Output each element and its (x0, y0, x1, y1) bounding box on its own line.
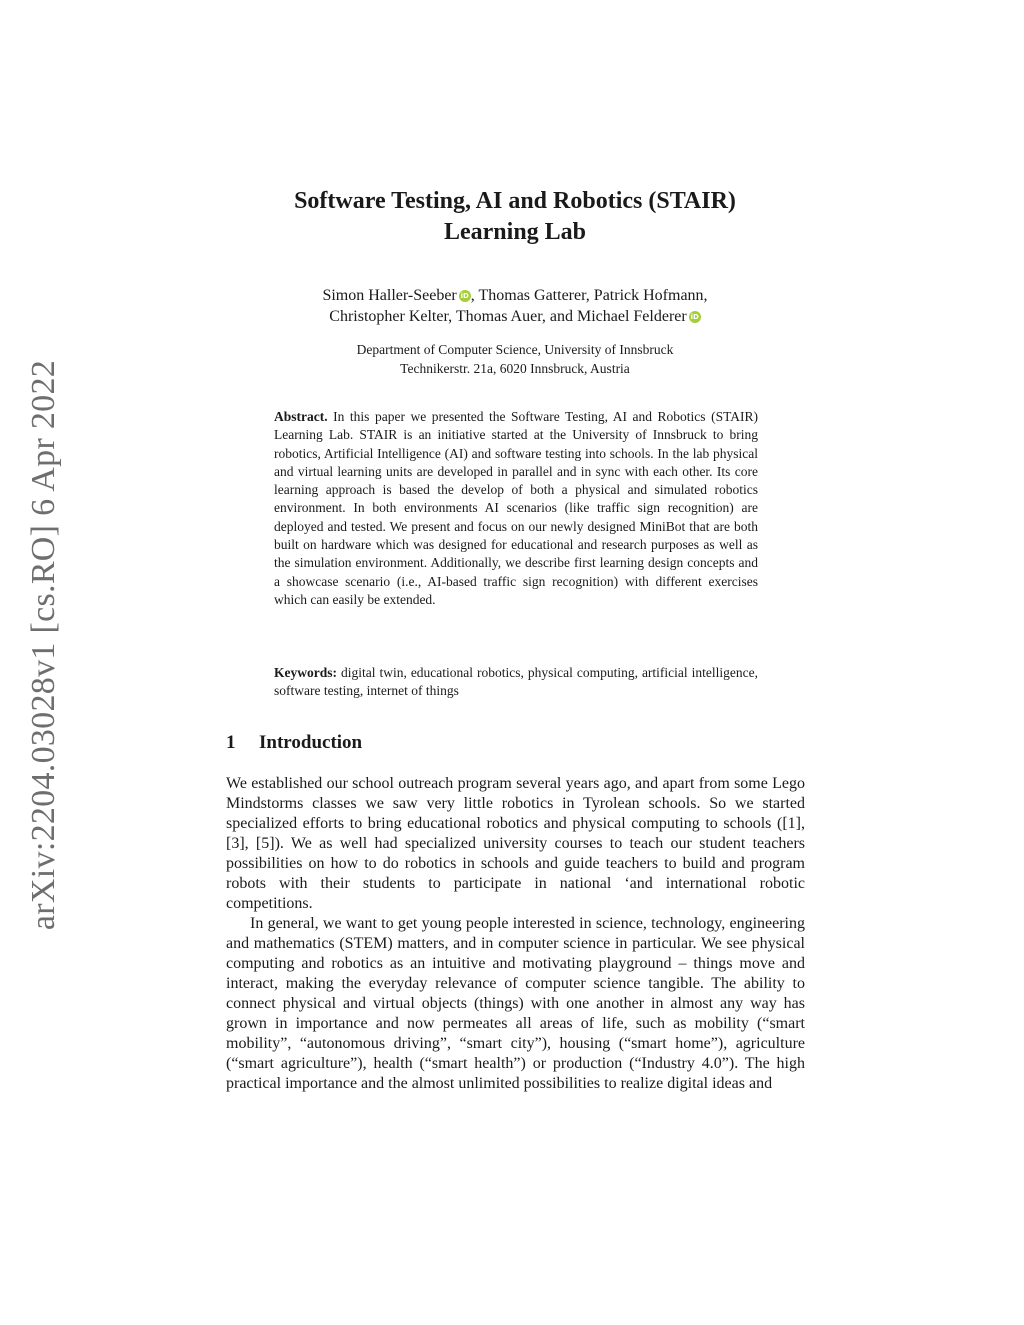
affiliation (200, 341, 830, 378)
body-paragraph: In general, we want to get young people interested in science, technology, engineering and mathematics (STEM) matters, and in computer science in particular. We see physical computing and robotics as an intuitive and motivating playground – things move and interact, making the everyday relevance of computer science tangible. The ability to connect physical and virtual objects (things) with one another in almost any way has grown in importance and now permeates all areas of life, such as mobility (“smart mobility”, “autonomous driving”, “smart city”), housing (“smart home”), agriculture (“smart agriculture”), health (“smart health”) or production (“Industry 4.0”). The high practical importance and the almost unlimited possibilities to realize digital ideas and (226, 915, 805, 1092)
affiliation-line-2: Technikerstr. 21a, 6020 Innsbruck, Austria (400, 360, 630, 376)
orcid-icon[interactable]: iD (460, 292, 469, 300)
author-line-2: Christopher Kelter, Thomas Auer, and Michael Felderer (329, 308, 687, 325)
section-number: 1 (226, 732, 236, 753)
title-line-1: Software Testing, AI and Robotics (STAIR) (294, 188, 736, 214)
keywords-label: Keywords: (274, 665, 337, 680)
abstract (274, 408, 758, 609)
body-paragraph: We established our school outreach program several years ago, and apart from some Lego Mindstorms classes we saw very little robotics in Tyrolean schools. So we started specialized efforts to bring educational robotics and physical computing to schools ([1], [3], [5]). We as well had specialized university courses to teach our student teachers possibilities on how to do robotics in schools and guide teachers to build and program robots with their students to participate in national ‘and international robotic competitions. (226, 775, 805, 912)
arxiv-identifier: arXiv:2204.03028v1 [cs.RO] 6 Apr 2022 (25, 359, 62, 931)
abstract-text: In this paper we presented the Software Testing, AI and Robotics (STAIR) Learning Lab. STAIR is an initiative started at the University of Innsbruck to bring robotics, Artificial Intelligence (AI) and software testing into schools. In the lab physical and virtual learning units are developed in parallel and in sync with each other. Its core learning approach is based the develop of both a physical and simulated robotics environment. In both environments AI scenarios (like traffic sign recognition) are deployed and tested. We present and focus on our newly designed MiniBot that are both built on hardware which was designed for educational and research purposes as well as the simulation environment. Additionally, we describe first learning design concepts and a showcase scenario (i.e., AI-based traffic sign recognition) with different exercises which can easily be extended. (274, 409, 758, 607)
author-list (200, 285, 830, 327)
paper-title (200, 186, 830, 248)
affiliation-line-1: Department of Computer Science, University of Innsbruck (356, 342, 674, 357)
orcid-icon[interactable]: iD (690, 313, 699, 321)
title-line-2: Learning Lab (443, 219, 587, 245)
author-line-1b: , Thomas Gatterer, Patrick Hofmann, (470, 287, 708, 304)
keywords (274, 664, 758, 701)
author-line-1a: Simon Haller-Seeber (322, 287, 457, 304)
section-heading (226, 732, 362, 754)
abstract-label: Abstract. (274, 409, 328, 424)
keywords-text: digital twin, educational robotics, physical computing, artificial intelligence, software testing, internet of things (274, 665, 758, 699)
section-title: Introduction (259, 732, 363, 753)
